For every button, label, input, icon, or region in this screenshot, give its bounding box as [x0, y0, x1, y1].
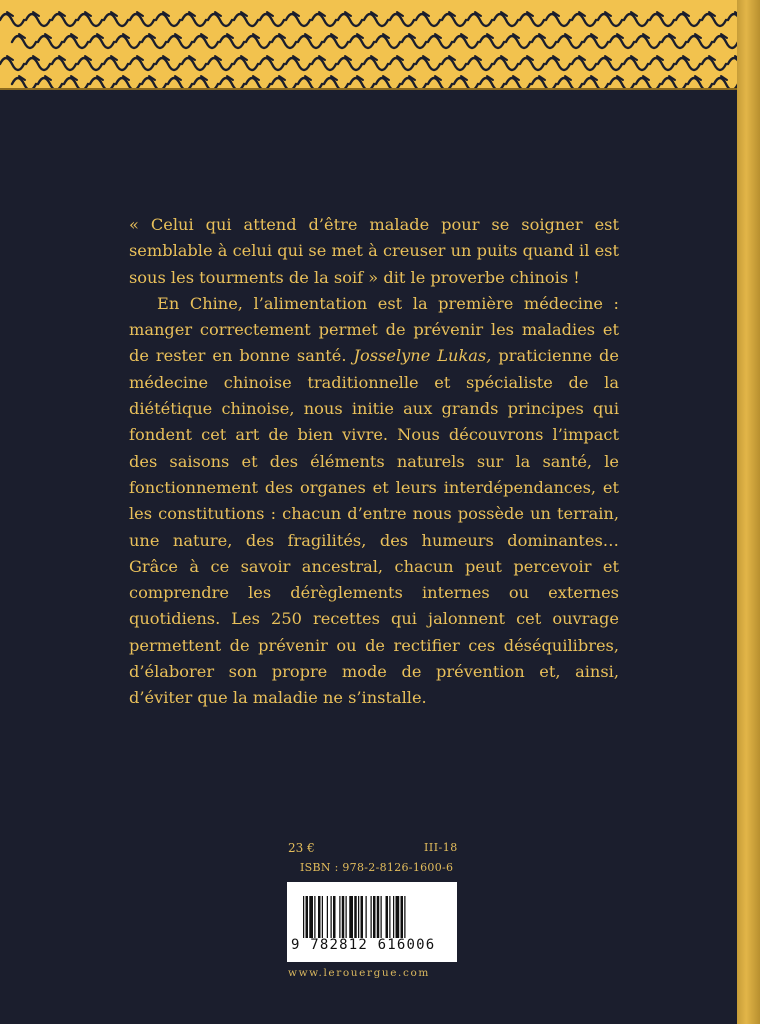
back-cover-blurb — [129, 212, 619, 712]
price-label: 23 € — [288, 841, 315, 855]
isbn-label: ISBN : 978-2-8126-1600-6 — [300, 861, 454, 874]
proverb-paragraph: « Celui qui attend d’être malade pour se soigner est semblable à celui qui se met à creuser un puits quand il est sous les tourments de la soif » dit le proverbe chinois ! — [129, 215, 619, 287]
decorative-pattern-band — [0, 0, 737, 90]
book-spine-edge — [737, 0, 760, 1024]
publisher-website: www.lerouergue.com — [288, 967, 430, 979]
author-name: Josselyne Lukas, — [353, 346, 492, 366]
description-text-start: En Chine, l’alimentation est la première médecine : manger correctement permet de prévenir les maladies et de rester en bonne santé. — [129, 293, 619, 366]
catalog-code: III-18 — [424, 841, 458, 854]
barcode — [287, 882, 457, 962]
barcode-bars-graphic — [303, 896, 443, 938]
description-paragraph — [129, 291, 619, 712]
description-text-end: praticienne de médecine chinoise traditionnelle et spécialiste de la diététique chinoise, nous initie aux grands principes qui fondent cet art de bien vivre. Nous découvrons l’impact des saisons et des éléments naturels sur la santé, le fonctionnement des organes et leurs interdépendances, et les constitutions : chacun d’entre nous possède un terrain, une nature, des fragilités, des humeurs dominantes… Grâce à ce savoir ancestral, chacun peut percevoir et comprendre les dérèglements internes ou externes quotidiens. Les 250 recettes qui jalonnent cet ouvrage permettent de prévenir ou de rectifier ces déséquilibres, d’élaborer son propre mode de prévention et, ainsi, d’éviter que la maladie ne s’installe. — [129, 346, 619, 708]
wave-pattern-graphic — [0, 0, 737, 88]
barcode-digits: 9 782812 616006 — [291, 937, 436, 953]
